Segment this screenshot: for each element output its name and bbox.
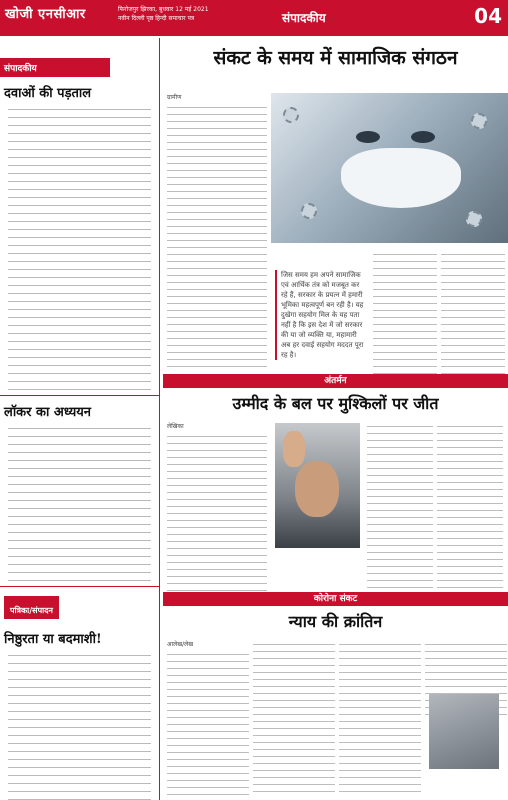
left-article-1-text <box>4 104 155 390</box>
main-article-text <box>167 93 267 369</box>
left-article-2-text <box>4 423 155 581</box>
left-headline-2: लॉकर का अध्ययन <box>4 405 91 420</box>
man-raising-hand-photo <box>275 423 360 548</box>
divider <box>0 395 159 396</box>
masthead-tagline: नवीन दिल्ली पृष्ठ हिन्दी समाचार पत्र <box>118 15 195 22</box>
sub-byline: लेखिका <box>167 423 184 430</box>
sub-headline: उम्मीद के बल पर मुश्किलों पर जीत <box>232 394 439 413</box>
article-3-banner <box>4 596 59 619</box>
main-article-text-2 <box>373 250 505 390</box>
section-title: संपादकीय <box>282 11 326 25</box>
page-number: 04 <box>474 4 502 28</box>
masked-face-photo <box>271 93 508 243</box>
main-headline: संकट के समय में सामाजिक संगठन <box>213 47 458 69</box>
covid-headline: न्याय की क्रांतिन <box>288 612 383 631</box>
section-banner: अंतर्मन <box>163 374 508 388</box>
author-photo <box>429 694 499 769</box>
newspaper-logo: खोजी एनसीआर <box>5 7 86 22</box>
divider <box>0 586 159 587</box>
tag-banner-label: पत्रिका/संपादन <box>10 605 53 615</box>
sub-article-text-2 <box>367 422 503 590</box>
masthead-info <box>118 5 278 23</box>
left-headline-3: निष्ठुरता या बदमाशी! <box>4 632 102 647</box>
left-article-3-text <box>4 650 155 800</box>
masthead-date: फिरोजपुर झिरका, बुधवार 12 मई 2021 <box>118 6 209 13</box>
left-column <box>0 38 160 800</box>
masthead <box>0 0 508 36</box>
editorial-banner: संपादकीय <box>0 58 110 77</box>
sub-article-text <box>167 422 267 600</box>
pull-quote: जिस समय हम अपने सामाजिक एवं आर्थिक तंत्र को मजबूत कर रहे हैं, सरकार के प्रयत्न में हमारी भूमिका महत्वपूर्ण बन रही है। यह दुखेगा सहयोग मिल के यह पता नहीं है कि इस देश में जो सरकार की या जो व्यक्ति या, महामारी अब हर दवाई सहयोग मददत पूरा रह है। <box>275 270 365 360</box>
covid-banner: कोरोना संकट <box>163 592 508 606</box>
left-headline-1: दवाओं की पड़ताल <box>4 86 92 101</box>
right-column <box>163 38 508 800</box>
covid-byline: आलेख/लेख <box>167 641 194 648</box>
main-byline: ग्रामीण <box>167 94 182 101</box>
